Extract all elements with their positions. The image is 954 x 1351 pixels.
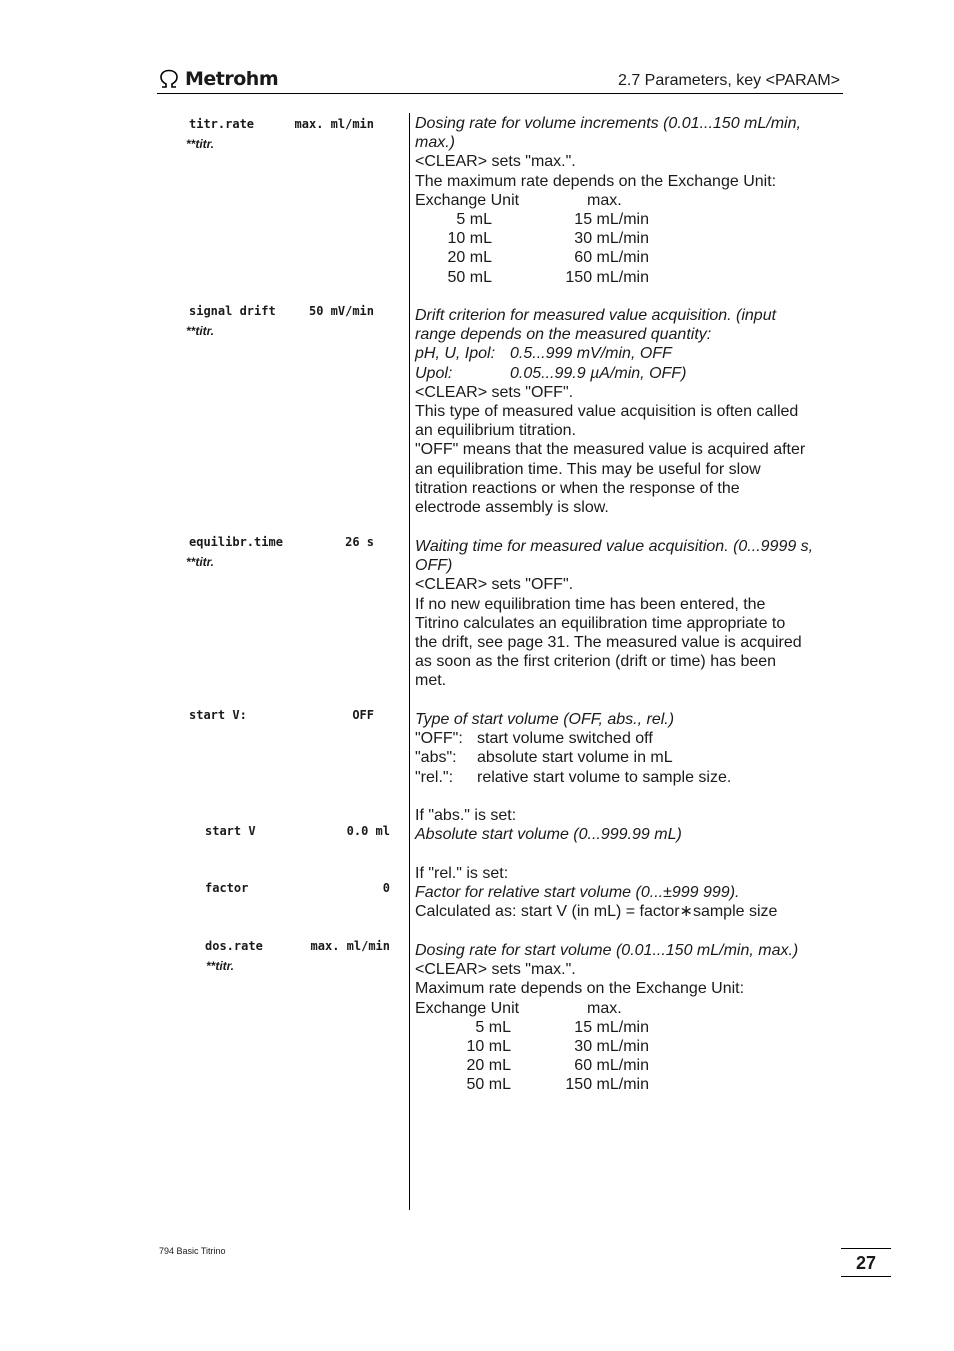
- table-header: Exchange Unit max.: [415, 191, 622, 209]
- desc-line: OFF): [415, 557, 453, 575]
- desc-line: max.): [415, 134, 455, 152]
- param-value: max. ml/min: [294, 117, 374, 131]
- range-row: pH, U, Ipol: 0.5...999 mV/min, OFF: [415, 345, 672, 363]
- param-titr-rate: [189, 117, 374, 131]
- param-value: 0.0 ml: [346, 824, 390, 838]
- column-divider: [409, 113, 410, 1210]
- desc-line: If "abs." is set:: [415, 807, 517, 824]
- desc-line: an equilibrium titration.: [415, 422, 576, 440]
- desc-titr-rate: [415, 114, 840, 287]
- desc-dos-rate: [415, 941, 840, 1095]
- desc-line: The maximum rate depends on the Exchange Unit:: [415, 172, 777, 190]
- param-factor: [205, 881, 390, 895]
- section-title: 2.7 Parameters, key <PARAM>: [617, 72, 840, 89]
- range-row: Upol: 0.05...99.9 µA/min, OFF): [415, 364, 687, 382]
- header-rule: [157, 93, 843, 94]
- page-number-box: [841, 1248, 891, 1277]
- param-dos-rate: [205, 939, 390, 953]
- option-row: "rel.": relative start volume to sample size.: [415, 768, 732, 786]
- mode-label: **titr.: [186, 137, 215, 151]
- desc-line: If "rel." is set:: [415, 865, 509, 882]
- table-row: 50 mL 150 mL/min: [447, 268, 649, 286]
- param-start-v-mode: [189, 708, 374, 722]
- desc-start-v: [415, 806, 840, 844]
- desc-line: If no new equilibration time has been entered, the: [415, 595, 766, 613]
- desc-line: Maximum rate depends on the Exchange Unit:: [415, 980, 745, 998]
- desc-line: range depends on the measured quantity:: [415, 326, 712, 344]
- desc-signal-drift: [415, 306, 840, 517]
- desc-line: Factor for relative start volume (0...±999 999).: [415, 884, 740, 902]
- param-name: start V:: [189, 708, 247, 722]
- table-row: 5 mL 15 mL/min: [456, 211, 649, 228]
- logo-text: Metrohm: [185, 68, 279, 90]
- table-row: 5 mL 15 mL/min: [475, 1018, 649, 1036]
- omega-icon: [158, 68, 180, 90]
- desc-line: <CLEAR> sets "max.".: [415, 153, 576, 171]
- option-row: "abs": absolute start volume in mL: [415, 749, 673, 767]
- param-value: 26 s: [345, 535, 374, 549]
- brand-logo: [158, 66, 278, 92]
- desc-line: This type of measured value acquisition is often called: [415, 402, 799, 420]
- desc-line: as soon as the first criterion (drift or time) has been: [415, 653, 777, 671]
- desc-line: "OFF" means that the measured value is acquired after: [415, 441, 806, 459]
- desc-line: <CLEAR> sets "OFF".: [415, 383, 574, 401]
- table-row: 10 mL 30 mL/min: [466, 1037, 649, 1055]
- desc-line: Dosing rate for start volume (0.01...150 mL/min, max.): [415, 942, 799, 959]
- desc-line: Drift criterion for measured value acquisition. (input: [415, 307, 777, 324]
- param-value: max. ml/min: [310, 939, 390, 953]
- desc-line: Calculated as: start V (in mL) = factor∗sample size: [415, 903, 778, 921]
- table-row: 50 mL 150 mL/min: [466, 1076, 649, 1094]
- mode-label: **titr.: [186, 324, 215, 338]
- desc-line: <CLEAR> sets "max.".: [415, 961, 576, 979]
- desc-line: Type of start volume (OFF, abs., rel.): [415, 711, 675, 728]
- desc-equilibr-time: [415, 537, 840, 691]
- param-name: equilibr.time: [189, 535, 283, 549]
- footer-product: 794 Basic Titrino: [159, 1246, 226, 1256]
- desc-line: Titrino calculates an equilibration time appropriate to: [415, 614, 786, 632]
- table-header: Exchange Unit max.: [415, 999, 622, 1017]
- param-name: start V: [205, 824, 256, 838]
- mode-label: **titr.: [206, 959, 235, 973]
- desc-start-v-mode: [415, 710, 840, 787]
- desc-line: Waiting time for measured value acquisition. (0...9999 s,: [415, 538, 814, 555]
- table-row: 20 mL 60 mL/min: [447, 249, 649, 267]
- desc-line: met.: [415, 672, 447, 690]
- desc-line: Absolute start volume (0...999.99 mL): [415, 826, 682, 844]
- desc-line: the drift, see page 31. The measured value is acquired: [415, 634, 802, 652]
- param-name: signal drift: [189, 304, 276, 318]
- table-row: 10 mL 30 mL/min: [447, 230, 649, 248]
- desc-factor: [415, 864, 840, 922]
- table-row: 20 mL 60 mL/min: [466, 1057, 649, 1075]
- param-name: factor: [205, 881, 249, 895]
- param-name: titr.rate: [189, 117, 255, 131]
- desc-line: titration reactions or when the response of the: [415, 479, 740, 497]
- mode-label: **titr.: [186, 555, 215, 569]
- param-equilibr-time: [189, 535, 374, 549]
- param-name: dos.rate: [205, 939, 263, 953]
- param-signal-drift: [189, 304, 374, 318]
- desc-line: an equilibration time. This may be useful for slow: [415, 460, 761, 478]
- desc-line: <CLEAR> sets "OFF".: [415, 576, 574, 594]
- desc-line: electrode assembly is slow.: [415, 499, 609, 516]
- param-start-v: [205, 824, 390, 838]
- page-number: 27: [855, 1253, 877, 1273]
- param-value: 0: [382, 881, 390, 895]
- param-value: OFF: [352, 708, 374, 722]
- param-value: 50 mV/min: [308, 304, 374, 318]
- option-row: "OFF": start volume switched off: [415, 730, 653, 748]
- desc-line: Dosing rate for volume increments (0.01...150 mL/min,: [415, 115, 801, 132]
